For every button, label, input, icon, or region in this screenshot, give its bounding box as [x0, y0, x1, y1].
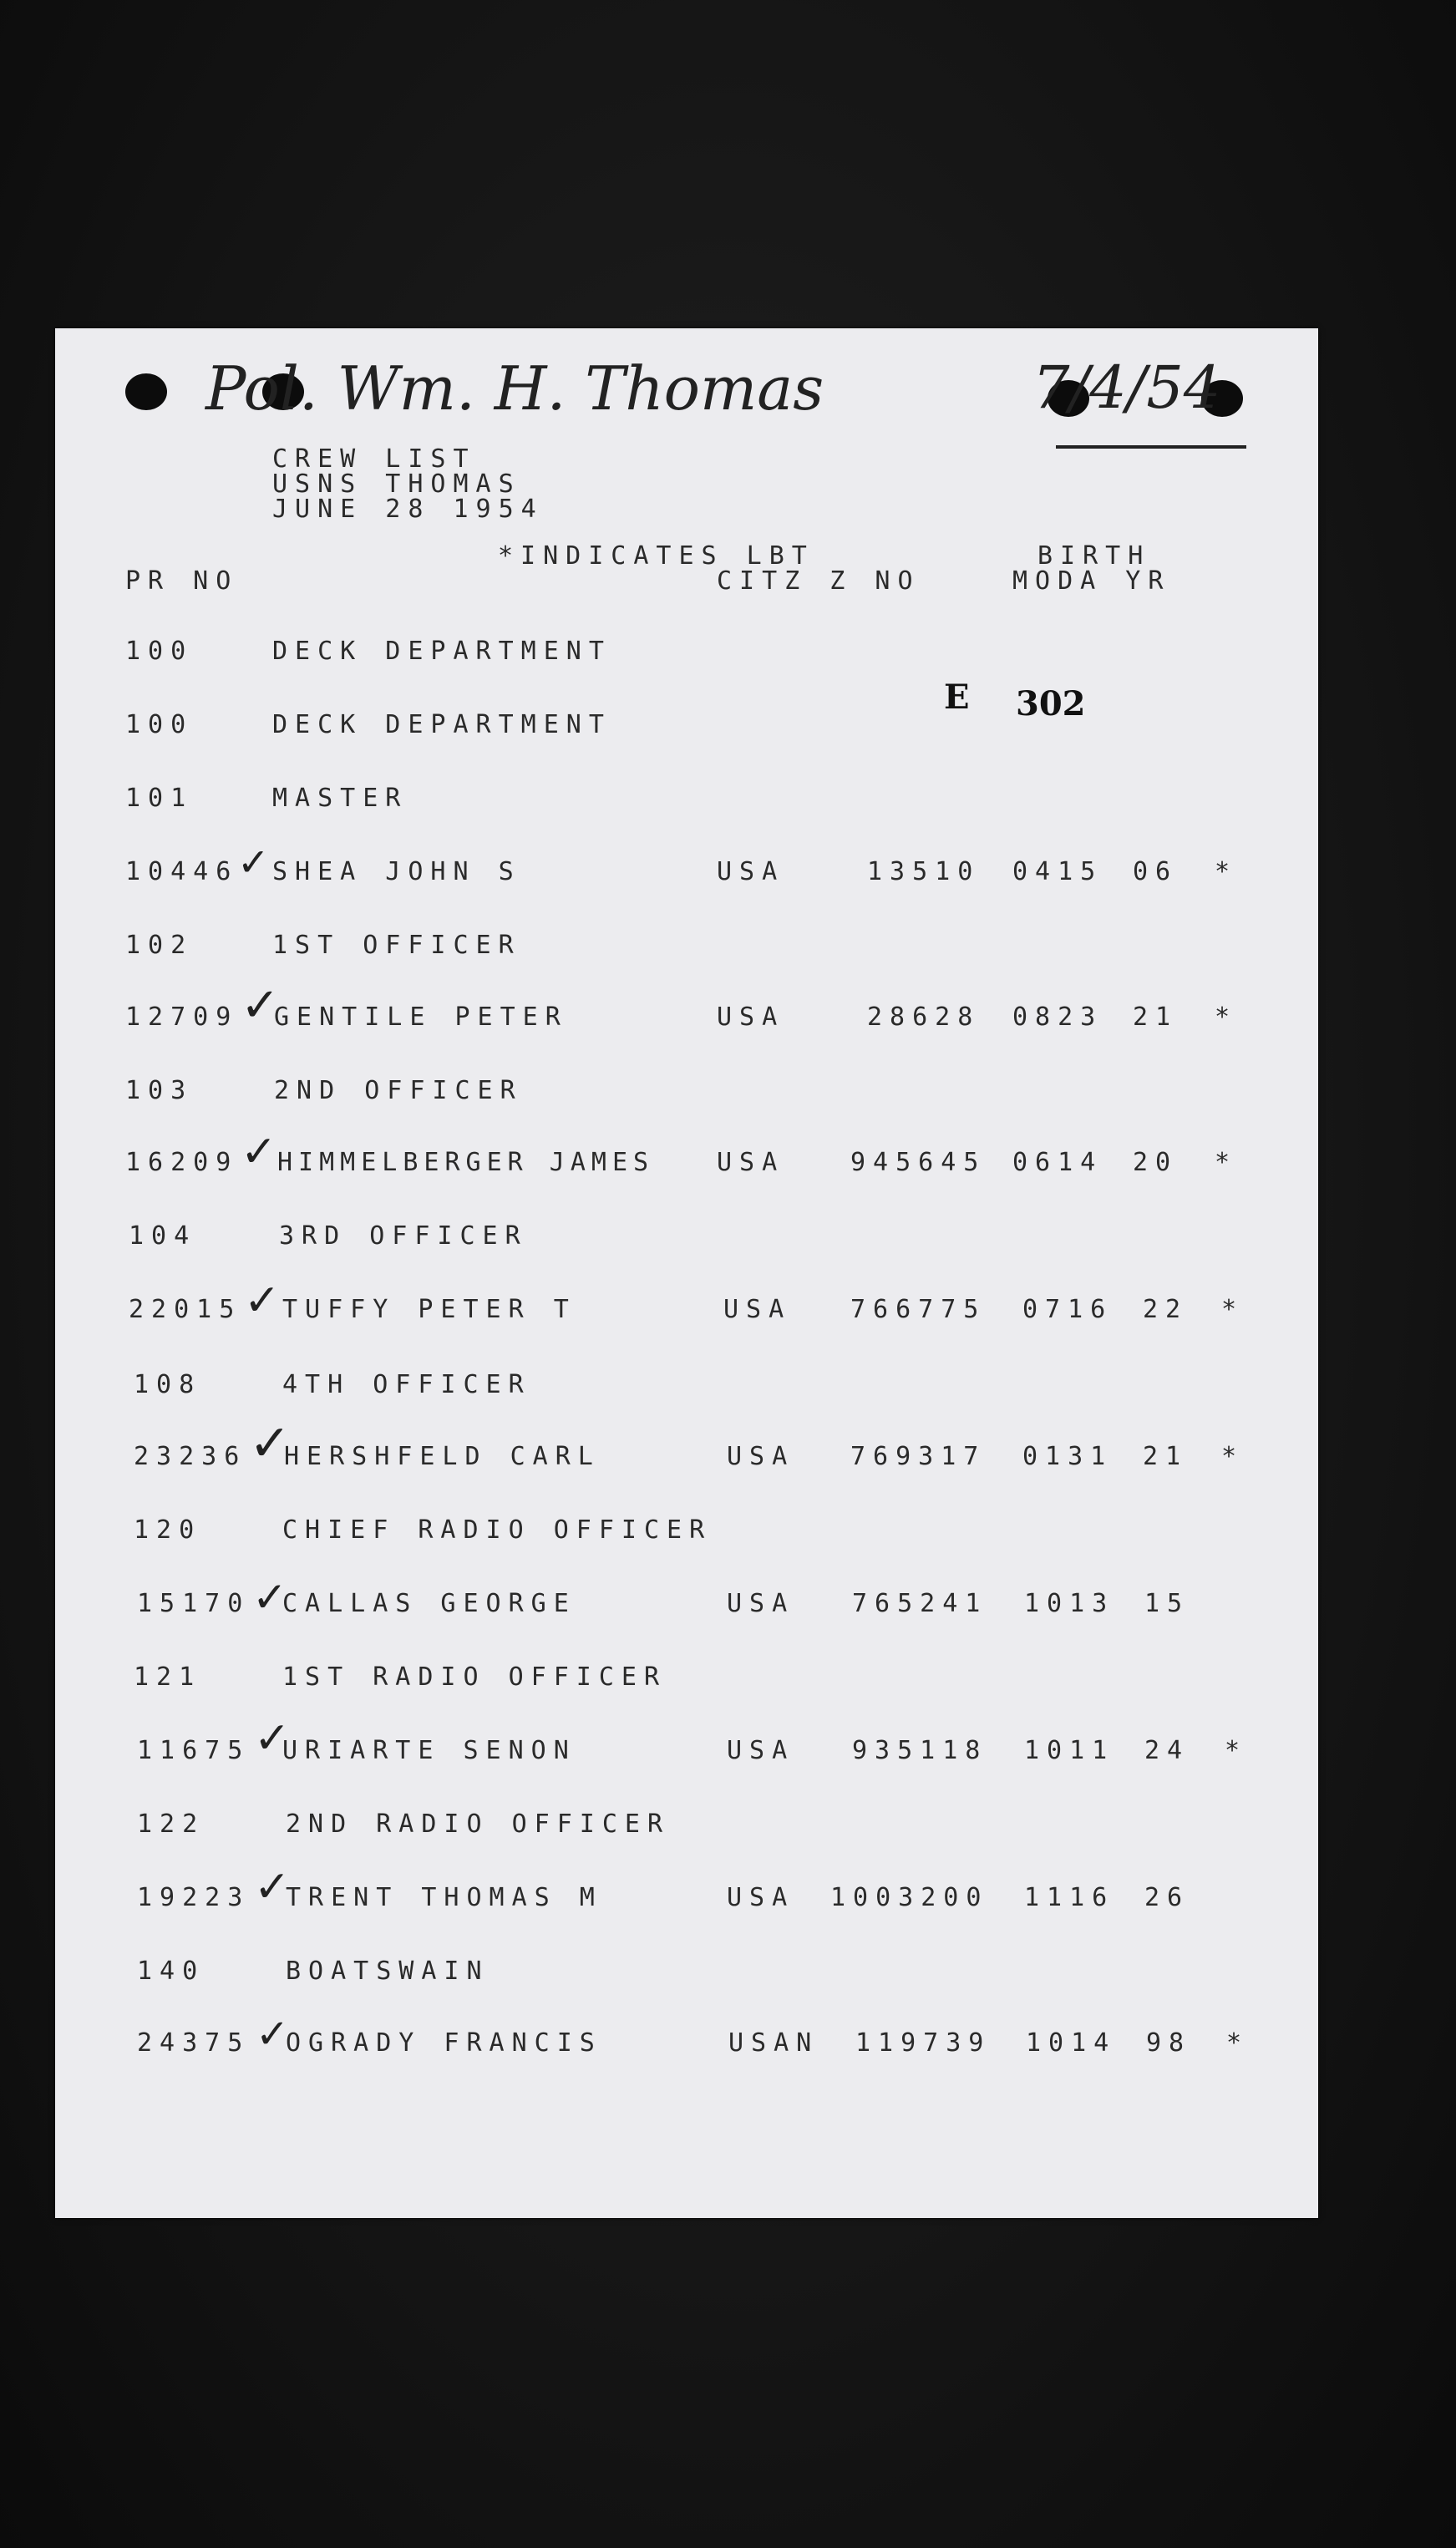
row-pr: 101 — [125, 784, 194, 813]
row-citz: USA — [723, 1295, 792, 1324]
row-moda: 0823 — [1012, 1002, 1103, 1032]
row-z-no: 119739 — [855, 2028, 992, 2058]
row-lbt: * — [1221, 1295, 1245, 1324]
row-pr: 140 — [137, 1957, 205, 1986]
handwritten-date: 7/4/54 — [1032, 353, 1221, 422]
row-lbt: * — [1215, 857, 1238, 886]
row-lbt: * — [1225, 1736, 1248, 1765]
row-moda: 0131 — [1022, 1442, 1114, 1471]
lbt-legend: *INDICATES LBT — [498, 541, 814, 571]
row-name: 2ND RADIO OFFICER — [286, 1809, 671, 1839]
row-name: TRENT THOMAS M — [286, 1883, 602, 1912]
row-yr: 26 — [1144, 1883, 1190, 1912]
row-name: 3RD OFFICER — [279, 1221, 528, 1251]
row-yr: 21 — [1133, 1002, 1179, 1032]
row-name: BOATSWAIN — [286, 1957, 490, 1986]
row-moda: 0716 — [1022, 1295, 1114, 1324]
row-lbt: * — [1221, 1442, 1245, 1471]
title-line-date: JUNE 28 1954 — [272, 495, 544, 524]
row-lbt: * — [1215, 1002, 1238, 1032]
row-pr: 19223 — [137, 1883, 251, 1912]
row-yr: 15 — [1144, 1589, 1190, 1618]
checkmark-icon: ✓ — [254, 1862, 291, 1912]
row-z-no: 935118 — [852, 1736, 988, 1765]
row-z-no: 1003200 — [830, 1883, 989, 1912]
pr-no-header: PR NO — [125, 566, 239, 596]
row-citz: USA — [727, 1736, 795, 1765]
row-citz: USA — [717, 857, 785, 886]
row-yr: 06 — [1133, 857, 1179, 886]
row-pr: 102 — [125, 931, 194, 960]
row-name: HERSHFELD CARL — [284, 1442, 601, 1471]
moda-yr-header: MODA YR — [1012, 566, 1171, 596]
row-yr: 98 — [1146, 2028, 1192, 2058]
row-citz: USA — [717, 1148, 785, 1177]
stamp-number: 302 — [1016, 684, 1086, 723]
row-name: MASTER — [272, 784, 408, 813]
citz-z-no-header: CITZ Z NO — [717, 566, 921, 596]
title-line-crew-list: CREW LIST — [272, 444, 476, 474]
row-citz: USA — [727, 1589, 795, 1618]
checkmark-icon: ✓ — [249, 1414, 292, 1473]
row-pr: 22015 — [129, 1295, 242, 1324]
row-pr: 23236 — [134, 1442, 247, 1471]
row-moda: 1116 — [1024, 1883, 1115, 1912]
row-name: OGRADY FRANCIS — [286, 2028, 602, 2058]
row-yr: 22 — [1143, 1295, 1189, 1324]
row-name: DECK DEPARTMENT — [272, 710, 611, 739]
checkmark-icon: ✓ — [252, 1573, 287, 1622]
row-name: TUFFY PETER T — [282, 1295, 576, 1324]
checkmark-icon: ✓ — [254, 1713, 291, 1764]
row-pr: 121 — [134, 1662, 202, 1692]
row-lbt: * — [1226, 2028, 1250, 2058]
row-pr: 108 — [134, 1370, 202, 1399]
row-citz: USA — [727, 1442, 795, 1471]
checkmark-icon: ✓ — [241, 1127, 277, 1177]
row-moda: 1011 — [1024, 1736, 1115, 1765]
row-pr: 11675 — [137, 1736, 251, 1765]
document-page — [55, 328, 1318, 2218]
birth-header: BIRTH — [1037, 541, 1151, 571]
crew-table — [55, 328, 1318, 2218]
row-pr: 16209 — [125, 1148, 239, 1177]
row-name: CALLAS GEORGE — [282, 1589, 576, 1618]
row-pr: 120 — [134, 1515, 202, 1545]
row-yr: 20 — [1133, 1148, 1179, 1177]
row-name: 1ST RADIO OFFICER — [282, 1662, 667, 1692]
row-name: CHIEF RADIO OFFICER — [282, 1515, 713, 1545]
row-moda: 0415 — [1012, 857, 1103, 886]
row-yr: 24 — [1144, 1736, 1190, 1765]
row-pr: 100 — [125, 637, 194, 666]
row-z-no: 765241 — [852, 1589, 988, 1618]
row-citz: USA — [727, 1883, 795, 1912]
row-z-no: 769317 — [850, 1442, 987, 1471]
row-pr: 24375 — [137, 2028, 251, 2058]
row-pr: 12709 — [125, 1002, 239, 1032]
row-pr: 104 — [129, 1221, 197, 1251]
row-citz: USA — [717, 1002, 785, 1032]
row-name: URIARTE SENON — [282, 1736, 576, 1765]
row-z-no: 945645 — [850, 1148, 987, 1177]
title-line-ship: USNS THOMAS — [272, 470, 521, 499]
row-name: HIMMELBERGER JAMES — [277, 1148, 655, 1177]
row-z-no: 13510 — [867, 857, 981, 886]
checkmark-icon: ✓ — [237, 840, 270, 885]
row-name: DECK DEPARTMENT — [272, 637, 611, 666]
row-lbt: * — [1215, 1148, 1238, 1177]
row-name: 4TH OFFICER — [282, 1370, 531, 1399]
handwritten-title: Pol. Wm. H. Thomas — [205, 353, 824, 424]
row-name: 1ST OFFICER — [272, 931, 521, 960]
row-z-no: 28628 — [867, 1002, 981, 1032]
row-moda: 1014 — [1026, 2028, 1117, 2058]
checkmark-icon: ✓ — [256, 2011, 290, 2058]
checkmark-icon: ✓ — [244, 1276, 281, 1326]
row-name: 2ND OFFICER — [274, 1076, 523, 1105]
row-z-no: 766775 — [850, 1295, 987, 1324]
row-pr: 10446 — [125, 857, 239, 886]
stamp-mark: E — [944, 678, 970, 717]
row-pr: 15170 — [137, 1589, 251, 1618]
row-moda: 1013 — [1024, 1589, 1115, 1618]
row-name: SHEA JOHN S — [272, 857, 521, 886]
row-name: GENTILE PETER — [274, 1002, 568, 1032]
row-pr: 100 — [125, 710, 194, 739]
row-pr: 103 — [125, 1076, 194, 1105]
row-yr: 21 — [1143, 1442, 1189, 1471]
row-moda: 0614 — [1012, 1148, 1103, 1177]
row-pr: 122 — [137, 1809, 205, 1839]
checkmark-icon: ✓ — [241, 978, 280, 1033]
row-citz: USAN — [728, 2028, 819, 2058]
